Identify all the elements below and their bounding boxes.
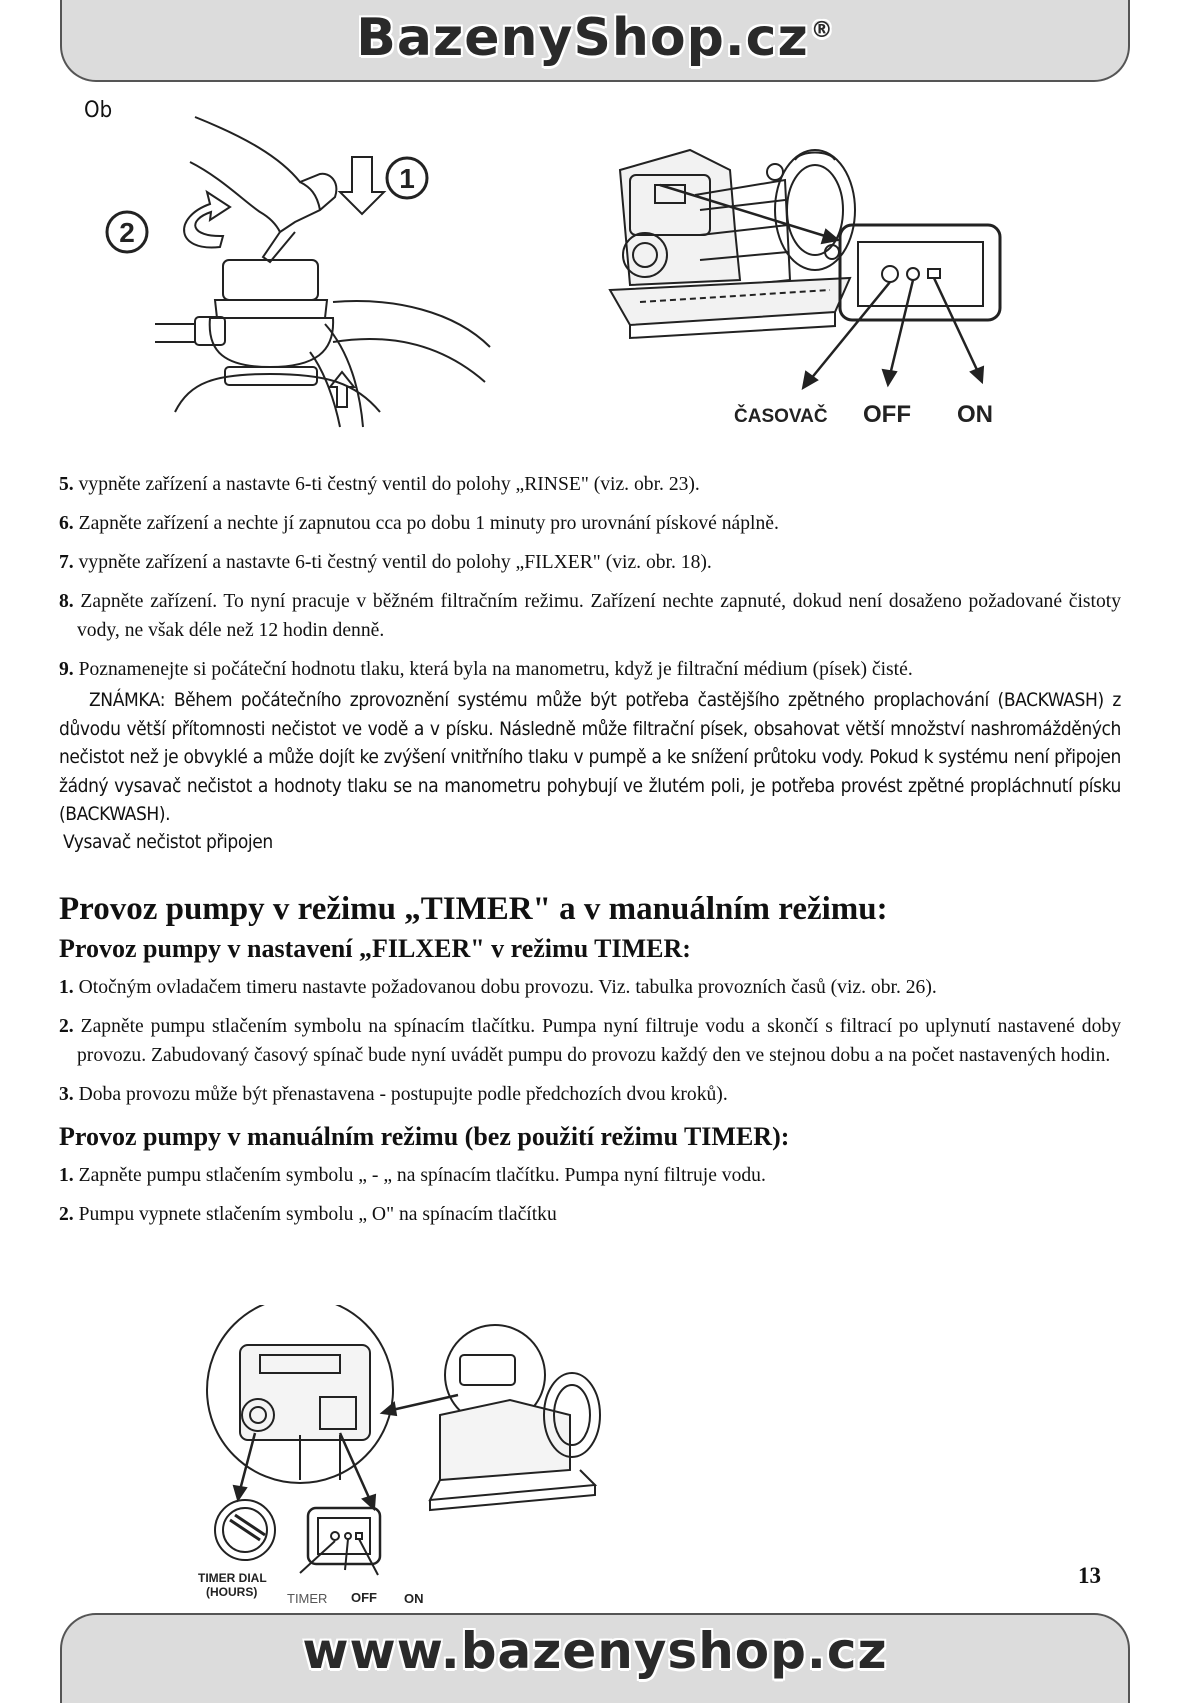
label-off: OFF bbox=[863, 401, 911, 428]
timer-step-3: 3. Doba provozu může být přenastavena - postupujte podle předchozích dvou kroků). bbox=[59, 1083, 728, 1105]
footer-banner bbox=[60, 1613, 1130, 1703]
step-8: 8. Zapněte zařízení. To nyní pracuje v běžném filtračním režimu. Zařízení nechte zapnuté, dokud není dosaženo požadované čistoty vody, ne však déle než 12 hodin denně. bbox=[59, 591, 1121, 641]
pump-timer-illustration bbox=[600, 140, 1090, 440]
manual-step-1: 1. Zapněte pumpu stlačením symbolu „ - „ na spínacím tlačítku. Pumpa nyní filtruje vodu. bbox=[59, 1164, 766, 1186]
label-off-bottom: OFF bbox=[351, 1590, 377, 1605]
page-number: 13 bbox=[1078, 1563, 1101, 1588]
step-5: 5. vypněte zařízení a nastavte 6-ti čestný ventil do polohy „RINSE" (viz. obr. 23). bbox=[59, 474, 700, 495]
header-banner bbox=[60, 0, 1130, 82]
svg-text:1: 1 bbox=[399, 163, 415, 194]
timer-dial-hours-label: (HOURS) bbox=[206, 1585, 258, 1599]
timer-dial-illustration bbox=[140, 1305, 640, 1605]
step-9: 9. Poznamenejte si počáteční hodnotu tlaku, která byla na manometru, když je filtrační médium (písek) čisté. bbox=[59, 659, 913, 680]
callout-2 bbox=[107, 212, 147, 252]
step-7: 7. vypněte zařízení a nastavte 6-ti čestný ventil do polohy „FILXER" (viz. obr. 18). bbox=[59, 552, 712, 573]
step-6: 6. Zapněte zařízení a nechte jí zapnutou cca po dobu 1 minuty pro urovnání pískové náplně. bbox=[59, 513, 779, 534]
callout-1 bbox=[387, 158, 427, 198]
label-on-bottom: ON bbox=[404, 1591, 424, 1605]
label-timer: TIMER bbox=[287, 1591, 328, 1605]
timer-dial-label: TIMER DIAL bbox=[198, 1571, 267, 1585]
timer-section-title: Provoz pumpy v nastavení „FILXER" v režimu TIMER: bbox=[59, 933, 691, 963]
timer-step-2: 2. Zapněte pumpu stlačením symbolu na spínacím tlačítku. Pumpa nyní filtruje vodu a skončí s filtrací po uplynutí nastavené doby provozu. Zabudovaný časový spínač bude nyní uvádět pumpu do provozu každý den ve stejnou dobu a na počet nastavených hodin. bbox=[59, 1015, 1121, 1066]
svg-text:2: 2 bbox=[119, 217, 135, 248]
section-title: Provoz pumpy v režimu „TIMER" a v manuálním režimu: bbox=[59, 890, 888, 927]
manual-step-2: 2. Pumpu vypnete stlačením symbolu „ O" na spínacím tlačítku bbox=[59, 1203, 557, 1225]
label-casovac: ČASOVAČ bbox=[734, 406, 828, 427]
footer-url: www.bazenyshop.cz bbox=[302, 1622, 888, 1680]
brand-logo: BazenyShop.cz® bbox=[356, 8, 834, 68]
vacuum-connected-heading: Vysavač nečistot připojen bbox=[63, 830, 273, 853]
label-on: ON bbox=[957, 401, 993, 428]
text-fragment: Ob bbox=[84, 98, 113, 123]
main-content bbox=[59, 470, 1121, 1239]
valve-illustration bbox=[95, 112, 495, 432]
manual-section-title: Provoz pumpy v manuálním režimu (bez použití režimu TIMER): bbox=[59, 1121, 790, 1151]
note-paragraph: ZNÁMKA: Během počátečního zprovoznění systému může být potřeba častějšího zpětného proplachování (BACKWASH) z důvodu větší přítomnosti nečistot ve vodě a v písku. Následně může filtrační písek, obsahovat větší množství nashromážděných nečistot než je obvyklé a může dojít ke zvýšení vnitřního tlaku v pumpě a ke snížení průtoku vody. Pokud k systému není připojen žádný vysavač nečistot a hodnoty tlaku se na manometru pohybují ve žlutém poli, je potřeba provést zpětné propláchnutí písku (BACKWASH). bbox=[59, 689, 1121, 825]
timer-step-1: 1. Otočným ovladačem timeru nastavte požadovanou dobu provozu. Viz. tabulka provozních časů (viz. obr. 26). bbox=[59, 976, 937, 998]
